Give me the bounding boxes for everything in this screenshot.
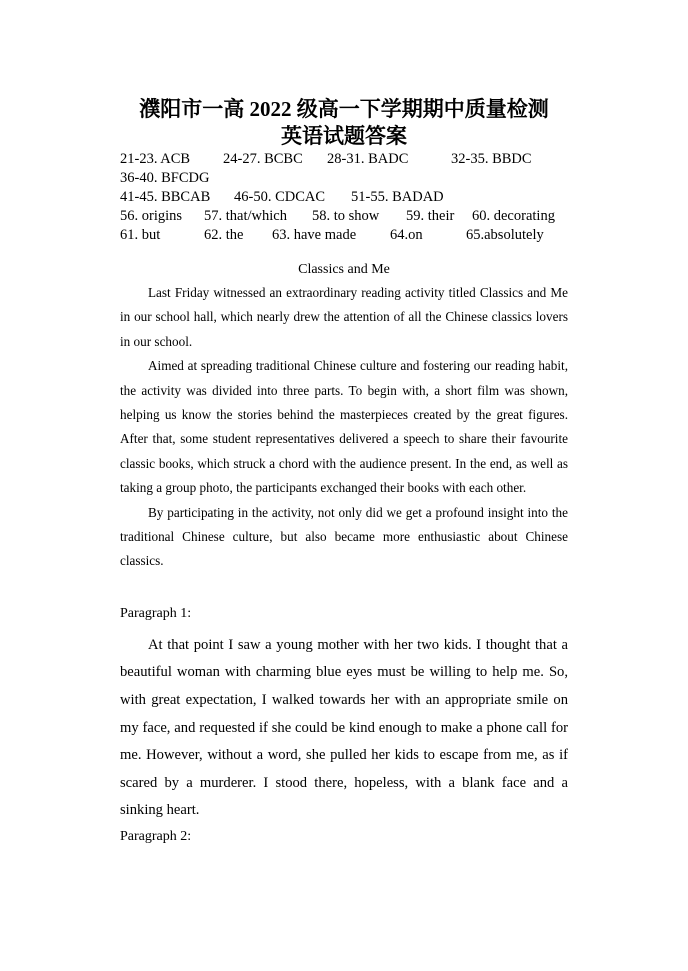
answer-row-4: [120, 207, 568, 226]
essay-paragraph: Last Friday witnessed an extraordinary reading activity titled Classics and Me in our school hall, which nearly drew the attention of all the Chinese classics lovers in our school.: [120, 285, 568, 349]
answer-item: 59. their: [406, 208, 455, 224]
answer-row-1: [120, 150, 568, 169]
answer-item: 65.absolutely: [466, 227, 544, 243]
answer-item: 28-31. BADC: [327, 151, 409, 167]
answer-row-3: [120, 188, 568, 207]
essay-paragraph: By participating in the activity, not only did we get a profound insight into the traditional Chinese culture, but also became more enthusiastic about Chinese classics.: [120, 504, 568, 569]
document-title: [120, 96, 568, 150]
answer-item: 32-35. BBDC: [451, 151, 532, 167]
answer-item: 62. the: [204, 227, 244, 243]
answer-item: 58. to show: [312, 208, 380, 224]
answer-item: 60. decorating: [472, 208, 555, 224]
answer-item: 51-55. BADAD: [351, 189, 444, 205]
answer-item: 41-45. BBCAB: [120, 189, 211, 205]
answer-item: 56. origins: [120, 208, 183, 224]
answer-item: 36-40. BFCDG: [120, 170, 210, 186]
paragraph-1-text: At that point I saw a young mother with her two kids. I thought that a beautiful woman with charming blue eyes must be willing to help me. So, with great expectation, I walked towards her with an appropriate smile on my face, and requested if she could be kind enough to make a phone call for me. However, without a word, she pulled her kids to escape from me, as if scared by a murderer. I stood there, hopeless, with a blank face and a sinking heart.: [120, 636, 568, 819]
title-line-1: 濮阳市一高 2022 级高一下学期期中质量检测: [139, 97, 549, 121]
answer-row-2: [120, 169, 568, 188]
essay-title: Classics and Me: [298, 262, 390, 277]
model-essay: [120, 281, 568, 574]
answer-item: 24-27. BCBC: [223, 151, 303, 167]
answer-item: 61. but: [120, 227, 161, 243]
answer-item: 21-23. ACB: [120, 151, 191, 167]
title-line-2: 英语试题答案: [281, 124, 407, 148]
answer-key: [120, 150, 568, 245]
answer-item: 57. that/which: [204, 208, 287, 224]
essay-paragraph: Aimed at spreading traditional Chinese culture and fostering our reading habit, the activity was divided into three parts. To begin with, a short film was shown, helping us know the stories behind the masterpieces created by the great figures. After that, some student representatives delivered a speech to share their favourite classic books, which struck a chord with the audience present. In the end, as well as taking a group photo, the participants exchanged their books with each other.: [120, 358, 568, 496]
answer-item: 64.on: [390, 227, 423, 243]
paragraph-1-label: Paragraph 1:: [120, 605, 192, 621]
paragraph-2-label: Paragraph 2:: [120, 829, 192, 845]
answer-item: 63. have made: [272, 227, 357, 243]
answer-item: 46-50. CDCAC: [234, 189, 326, 205]
answer-row-5: [120, 226, 568, 245]
